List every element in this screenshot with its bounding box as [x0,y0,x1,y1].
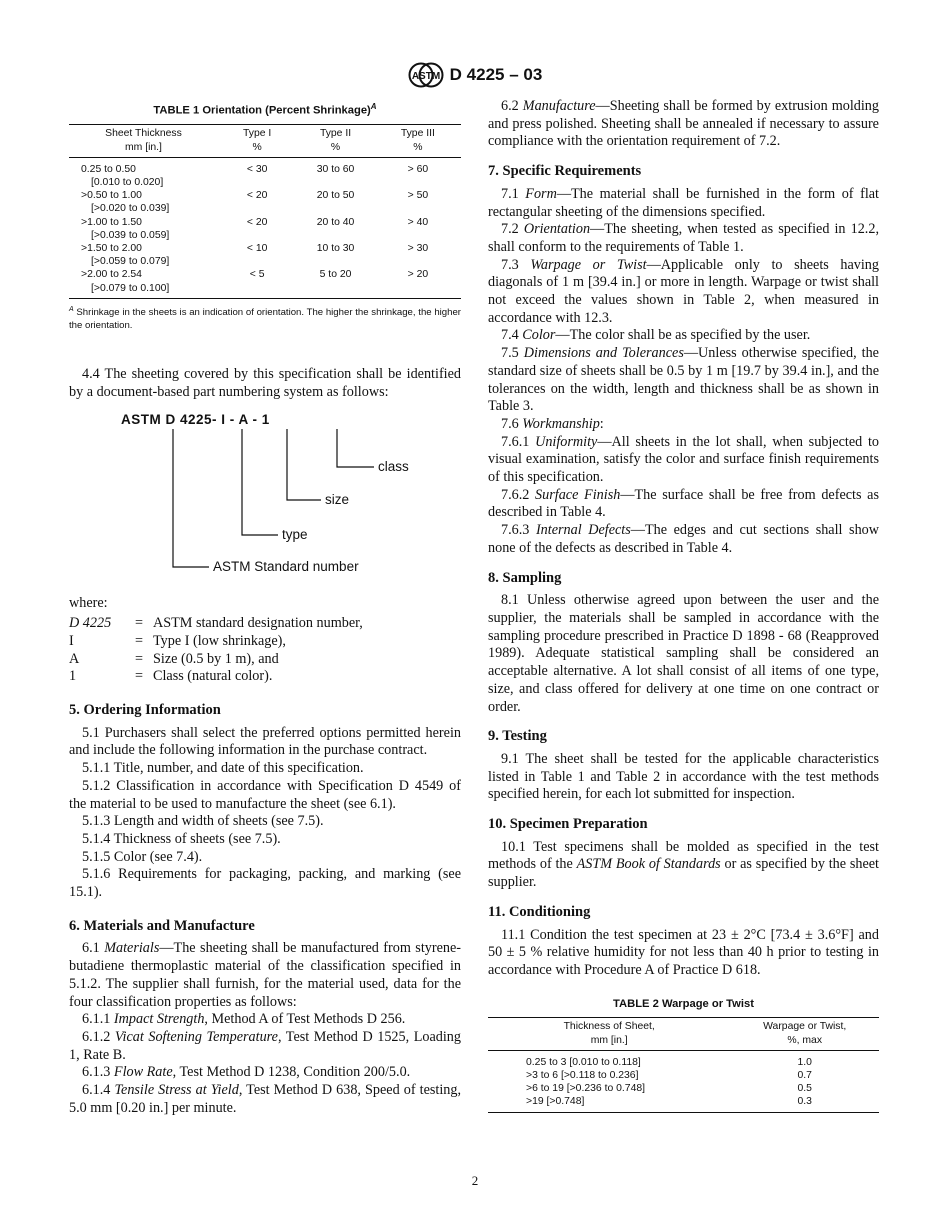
part-number-diagram [69,405,461,585]
table-row: >19 [>0.748] 0.3 [526,1096,812,1108]
para-7-4: 7.4 Color—The color shall be as specified by the user. [501,327,811,344]
table-1-header: Type II % [296,125,374,157]
type-label: type [282,527,308,543]
where-label: where: [69,595,108,612]
para-5-1: 5.1 Purchasers shall select the preferred options permitted herein and include the following information in the purchase contract. [69,724,461,759]
table-row: >0.50 to 1.00 [>0.020 to 0.039] < 20 20 to 50 > 50 [81,190,429,215]
definition-row: A = Size (0.5 by 1 m), and [69,650,279,667]
para-6-1-1: 6.1.1 Impact Strength, Method A of Test Methods D 256. [82,1011,406,1028]
table-row: >1.50 to 2.00 [>0.059 to 0.079] < 10 10 to 30 > 30 [81,243,429,268]
class-label: class [378,459,409,475]
table-row: >2.00 to 2.54 [>0.079 to 0.100] < 5 5 to 20 > 20 [81,269,429,294]
para-9-1: 9.1 The sheet shall be tested for the applicable characteristics listed in Table 1 and Table 2 in accordance with the test methods specified herein, for each lot submitted for inspection. [488,750,879,803]
para-5-1-1: 5.1.1 Title, number, and date of this specification. [82,760,364,777]
para-5-1-2: 5.1.2 Classification in accordance with Specification D 4549 of the material to be used to manufacture the sheet (see 6.1). [69,777,461,812]
para-11-1: 11.1 Condition the test specimen at 23 ± 2°C [73.4 ± 3.6°F] and 50 ± 5 % relative humidity for not less than 40 h prior to testing in accordance with Procedure A of Practice D 618. [488,926,879,978]
table-1-header: Type I % [218,125,296,157]
para-6-1-3: 6.1.3 Flow Rate, Test Method D 1238, Condition 200/5.0. [82,1064,411,1081]
page-number: 2 [471,1173,479,1188]
para-7-1: 7.1 Form—The material shall be furnished in the form of flat rectangular sheeting of the dimensions specified. [488,185,879,220]
section-10-heading: 10. Specimen Preparation [488,816,648,833]
para-7-6: 7.6 Workmanship: [501,415,604,432]
para-7-6-1: 7.6.1 Uniformity—All sheets in the lot shall, when subjected to visual examination, satisfy the color and surface finish requirements of this specification. [488,433,879,486]
table-1-header: Type III % [375,125,461,157]
astm-logo-icon [408,62,444,88]
table-2-title: TABLE 2 Warpage or Twist [613,997,754,1010]
table-row: >3 to 6 [>0.118 to 0.236] 0.7 [526,1069,812,1081]
para-6-2: 6.2 Manufacture—Sheeting shall be formed by extrusion molding and press polished. Sheeting shall be annealed if necessary to assure compliance with the orientation requirement of 7.2. [488,98,879,150]
page-header [0,62,950,88]
para-7-6-3: 7.6.3 Internal Defects—The edges and cut sections shall show none of the defects as described in Table 4. [488,522,880,556]
right-column [488,98,879,1113]
standard-number-label: ASTM Standard number [213,559,359,575]
para-7-3: 7.3 Warpage or Twist—Applicable only to sheets having diagonals of 1 m [39.4 in.] or more in length. Warpage or twist shall not exceed the values shown in Table 2, when measured in accordance with 12.3. [488,256,879,326]
definition-row: 1 = Class (natural color). [69,668,273,685]
table-2-header: Thickness of Sheet, mm [in.] [488,1018,730,1050]
definition-row: D 4225 = ASTM standard designation number, [69,615,363,632]
para-5-1-4: 5.1.4 Thickness of sheets (see 7.5). [82,830,281,847]
section-8-heading: 8. Sampling [488,569,562,586]
designation-definitions [69,615,461,686]
table-1-footnote: $^A$ Shrinkage in the sheets is an indication of orientation. The higher the shrinkage, the higher the orientation. [69,305,461,332]
table-row: 0.25 to 0.50 [0.010 to 0.020] < 30 30 to 60 > 60 [81,163,429,189]
table-2 [488,996,879,1113]
section-7-heading: 7. Specific Requirements [488,163,642,180]
para-7-5: 7.5 Dimensions and Tolerances—Unless otherwise specified, the standard size of sheets shall be 0.5 by 1 m [19.7 by 39.4 in.], and the tolerances on the width, length and thickness shall be as shown in Table 3. [488,345,879,415]
section-6-heading: 6. Materials and Manufacture [69,917,255,934]
table-1-title: TABLE 1 Orientation (Percent Shrinkage)$^A$ [153,102,377,117]
table-1 [69,98,461,332]
svg-text:ASTM: ASTM [411,71,440,82]
table-2-header: Warpage or Twist, %, max [730,1018,879,1050]
table-row: >6 to 19 [>0.236 to 0.748] 0.5 [526,1083,812,1095]
table-2-grid [488,1017,879,1112]
para-6-1-4: 6.1.4 Tensile Stress at Yield, Test Method D 638, Speed of testing, 5.0 mm [0.20 in.] per minute. [69,1082,462,1116]
para-8-1: 8.1 Unless otherwise agreed upon between the user and the supplier, the materials shall be sampled in accordance with the sampling procedure prescribed in Practice D 1898 - 68 (Reapproved 1989). Adequate statistical sampling shall be considered an acceptable alternative. A lot shall consist of all items of one type, size, and class offered for delivery at one time on one contract or order. [488,592,879,715]
document-id: D 4225 – 03 [449,65,543,84]
part-number-code: ASTM D 4225- I - A - 1 [121,412,270,428]
section-11-heading: 11. Conditioning [488,903,591,920]
definition-row: I = Type I (low shrinkage), [69,632,286,649]
left-column [69,98,461,1117]
table-row: 0.25 to 3 [0.010 to 0.118] 1.0 [526,1056,812,1068]
table-row: >1.00 to 1.50 [>0.039 to 0.059] < 20 20 to 40 > 40 [81,216,429,241]
para-7-6-2: 7.6.2 Surface Finish—The surface shall be free from defects as described in Table 4. [488,486,879,521]
para-6-1: 6.1 Materials—The sheeting shall be manufactured from styrene-butadiene thermoplastic material of the classification specified in 5.1.2. The supplier shall furnish, for the material used, data for the four classification properties as follows: [69,940,461,1010]
para-5-1-3: 5.1.3 Length and width of sheets (see 7.5). [82,813,324,830]
table-1-header: Sheet Thickness mm [in.] [69,125,218,157]
para-5-1-6: 5.1.6 Requirements for packaging, packing, and marking (see 15.1). [69,866,461,901]
size-label: size [325,492,350,508]
section-9-heading: 9. Testing [488,728,547,745]
para-6-1-2: 6.1.2 Vicat Softening Temperature, Test Method D 1525, Loading 1, Rate B. [69,1028,461,1063]
table-1-grid [69,124,461,298]
section-5-heading: 5. Ordering Information [69,701,221,718]
para-5-1-5: 5.1.5 Color (see 7.4). [82,848,203,865]
para-7-2: 7.2 Orientation—The sheeting, when tested as specified in 12.2, shall conform to the requirements of Table 1. [488,221,879,255]
para-4-4: 4.4 The sheeting covered by this specification shall be identified by a document-based part numbering system as follows: [69,366,461,400]
para-10-1: 10.1 Test specimens shall be molded as specified in the test methods of the ASTM Book of Standards or as specified by the sheet supplier. [488,838,879,891]
